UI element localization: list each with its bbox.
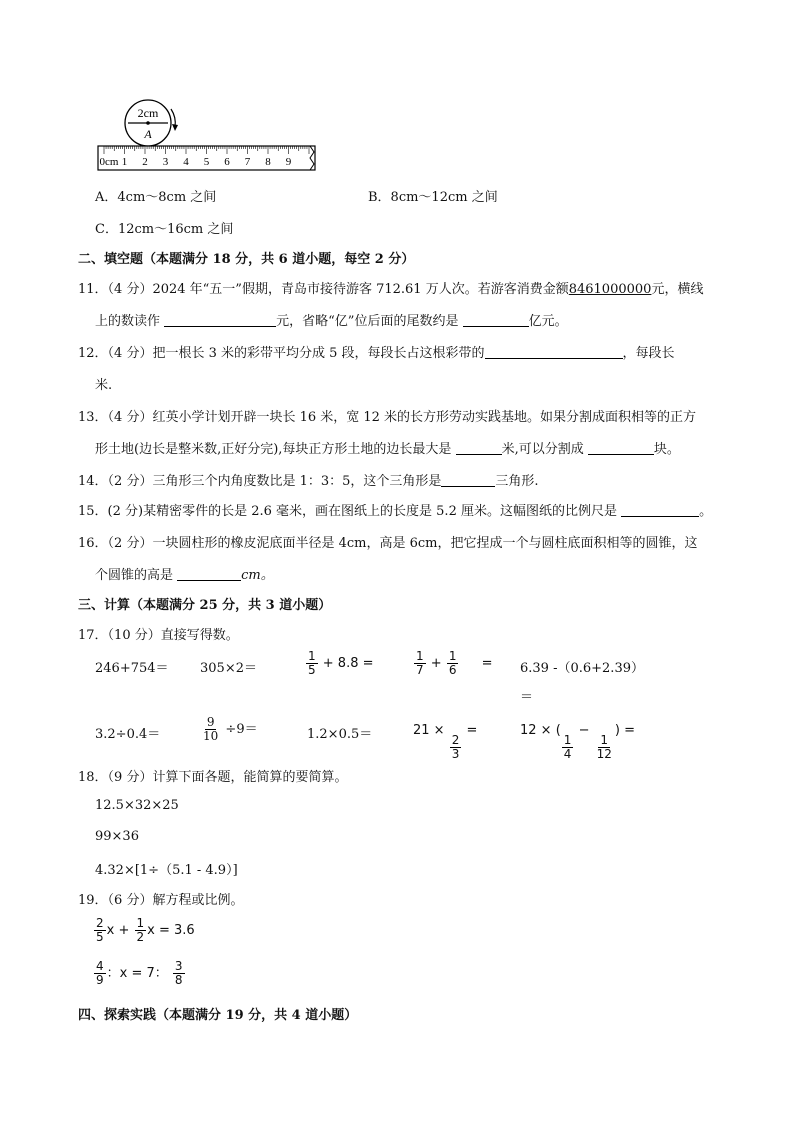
q17-r1c3 [305, 650, 374, 677]
numerator: 1 [136, 916, 145, 930]
fraction [94, 917, 106, 944]
denominator: 5 [96, 930, 104, 944]
expr-text: ) = [614, 723, 635, 738]
q15-text-b: 。 [699, 504, 713, 519]
expr-text: ÷9＝ [225, 722, 258, 737]
q14-blank[interactable] [441, 472, 495, 487]
operator: − [578, 723, 590, 738]
q16-blank[interactable] [177, 566, 241, 581]
numerator: 1 [308, 649, 316, 663]
q13-line1: 13．（4 分）红英小学计划开辟一块长 16 米，宽 12 米的长方形劳动实践基地。如果分割成面积相等的正方 [78, 410, 697, 425]
q12-line1 [78, 342, 675, 361]
option-b[interactable]: B．8cm～12cm 之间 [368, 190, 498, 205]
q11-line1 [78, 278, 703, 297]
q17-r1c4 [413, 650, 493, 677]
numerator: 9 [206, 715, 215, 729]
q17-r1c2: 305×2＝ [200, 661, 257, 676]
fraction [447, 650, 459, 677]
denominator: 7 [416, 663, 424, 677]
q11-text-c: 上的数读作 [95, 314, 161, 329]
circle-center [146, 121, 150, 125]
equals: = [481, 656, 493, 671]
fraction [595, 734, 614, 761]
arrow-head [172, 124, 178, 131]
expr-text: 21 × [413, 723, 445, 738]
ruler-tick-label: 5 [203, 156, 210, 168]
q17-r1c1: 246+754＝ [95, 661, 169, 676]
ruler-tick-label: 2 [142, 156, 148, 168]
point-a-label: A [144, 127, 152, 141]
ruler-tick-label: 4 [183, 156, 189, 168]
q16-line1: 16．（2 分）一块圆柱形的橡皮泥底面半径是 4cm，高是 6cm，把它捏成一个与圆柱底面积相等的圆锥，这 [78, 536, 698, 551]
q17-r1c5: 6.39 -（0.6+2.39） [520, 661, 644, 676]
q12-line2: 米. [95, 378, 113, 393]
q18-expr3: 4.32×[1÷（5.1 - 4.9）] [95, 863, 238, 878]
denominator: 6 [448, 663, 457, 677]
fraction [94, 960, 106, 987]
denominator: 5 [308, 663, 316, 677]
q15-text-a: 15．(2 分)某精密零件的长是 2.6 毫米，画在图纸上的长度是 5.2 厘米。这幅图纸的比例尺是 [78, 504, 617, 519]
q17-r2c3: 1.2×0.5＝ [307, 727, 373, 742]
numerator: 1 [600, 733, 609, 747]
expr-text: ：x = 7： [106, 966, 168, 981]
ruler-tick-label: 7 [244, 156, 251, 168]
q11-blank-reading[interactable] [164, 312, 276, 327]
denominator: 2 [136, 930, 145, 944]
circle-label: 2cm [137, 106, 159, 120]
q17-r2c1: 3.2÷0.4＝ [95, 727, 161, 742]
q19-proportion [93, 960, 186, 987]
q11-text-a: 11．（4 分）2024 年“五一”假期，青岛市接待游客 712.61 万人次。若游客消费金额 [78, 282, 569, 297]
ruler-tick-label: 3 [162, 156, 169, 168]
ruler-tick-label: 8 [265, 156, 271, 168]
q14-line [78, 470, 539, 489]
q11-text-d: 元，省略“亿”位后面的尾数约是 [276, 314, 459, 329]
q13-blank-side[interactable] [456, 440, 502, 455]
denominator: 12 [596, 747, 612, 761]
fraction [173, 960, 185, 987]
q16-text-a: 个圆锥的高是 [95, 568, 174, 583]
denominator: 4 [563, 747, 572, 761]
ruler-tick-label: 1 [121, 156, 128, 168]
q14-text-b: 三角形. [495, 474, 539, 489]
q17-r2c5 [520, 723, 635, 761]
q11-underlined-number: 8461000000 [568, 282, 652, 297]
operator: + [430, 656, 442, 671]
q13-line2 [95, 438, 680, 457]
numerator: 4 [96, 959, 104, 973]
q13-text-a: 形土地(边长是整米数,正好分完),每块正方形土地的边长最大是 [95, 442, 452, 457]
q17-r2c4 [413, 723, 477, 761]
option-a[interactable]: A．4cm～8cm 之间 [95, 190, 217, 205]
q11-text-b: 元，横线 [651, 282, 704, 297]
expr-text: x + [106, 923, 130, 938]
denominator: 8 [174, 973, 183, 987]
numerator: 3 [174, 959, 183, 973]
q17-r1c5-equals: ＝ [520, 690, 534, 705]
section2-title: 二、填空题（本题满分 18 分，共 6 道小题，每空 2 分） [78, 252, 415, 267]
q12-text-a: 12．（4 分）把一根长 3 米的彩带平均分成 5 段，每段长占这根彩带的 [78, 346, 485, 361]
q11-blank-approx[interactable] [463, 312, 529, 327]
q15-blank[interactable] [621, 502, 699, 517]
ruler-circle-figure [95, 95, 325, 175]
q18-expr1: 12.5×32×25 [95, 798, 179, 813]
q16-text-b: cm。 [241, 568, 274, 583]
expr-text: x = 3.6 [147, 923, 195, 938]
numerator: 1 [448, 649, 457, 663]
section4-title: 四、探索实践（本题满分 19 分，共 4 道小题） [78, 1008, 358, 1023]
q13-text-b: 米,可以分割成 [501, 442, 584, 457]
fraction [450, 734, 462, 761]
denominator: 3 [451, 747, 460, 761]
ruler-tick-label: 0cm [99, 156, 119, 168]
denominator: 10 [203, 729, 219, 743]
q17-title: 17．（10 分）直接写得数。 [78, 628, 239, 643]
q13-blank-count[interactable] [588, 440, 654, 455]
denominator: 9 [96, 973, 104, 987]
fraction [562, 734, 574, 761]
fraction [306, 650, 318, 677]
ruler-tick-label: 6 [224, 156, 230, 168]
fraction [201, 716, 220, 743]
q13-text-c: 块。 [653, 442, 680, 457]
numerator: 2 [96, 916, 104, 930]
expr-text: 12 × ( [520, 723, 561, 738]
q11-text-e: 亿元。 [528, 314, 568, 329]
q19-equation [93, 917, 195, 944]
q18-title: 18．（9 分）计算下面各题，能简算的要简算。 [78, 770, 348, 785]
q12-blank-fraction[interactable] [485, 344, 623, 359]
q17-r2c2 [200, 716, 258, 743]
q11-line2 [95, 310, 568, 329]
q15-line [78, 500, 712, 519]
q18-expr2: 99×36 [95, 829, 139, 844]
numerator: 2 [451, 733, 460, 747]
q16-line2 [95, 564, 274, 583]
numerator: 1 [563, 733, 572, 747]
q19-title: 19．（6 分）解方程或比例。 [78, 893, 244, 908]
ruler-tick-label: 9 [285, 156, 292, 168]
q12-text-b: ，每段长 [622, 346, 675, 361]
numerator: 1 [416, 649, 424, 663]
option-c[interactable]: C．12cm～16cm 之间 [95, 222, 234, 237]
expr-text: + 8.8 = [322, 656, 374, 671]
q14-text-a: 14．（2 分）三角形三个内角度数比是 1：3：5，这个三角形是 [78, 474, 442, 489]
fraction [414, 650, 426, 677]
equals: = [466, 723, 478, 738]
fraction [135, 917, 147, 944]
section3-title: 三、计算（本题满分 25 分，共 3 道小题） [78, 598, 332, 613]
